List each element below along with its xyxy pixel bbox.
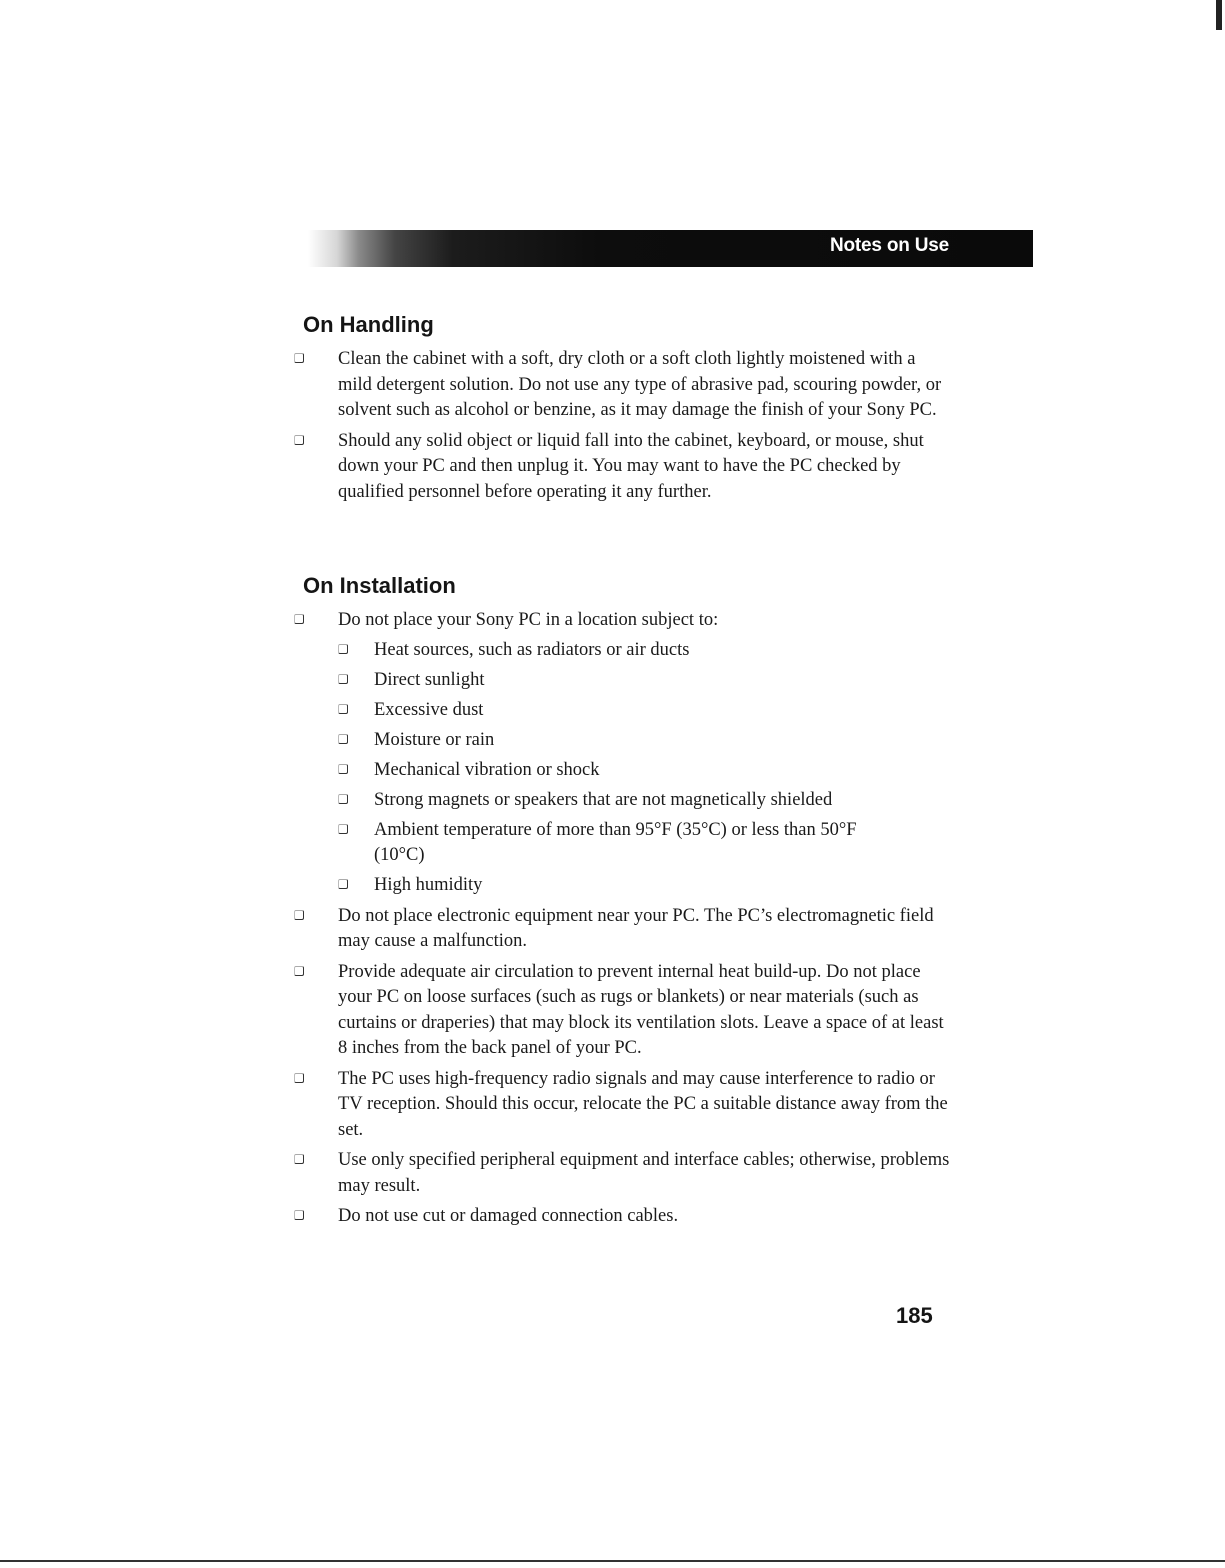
page-bottom-rule bbox=[0, 1560, 1225, 1562]
checkbox-bullet-icon bbox=[338, 644, 348, 654]
location-conditions-list bbox=[338, 638, 954, 899]
checkbox-bullet-icon bbox=[294, 1073, 304, 1083]
list-item: Clean the cabinet with a soft, dry cloth or a soft cloth lightly moistened with a mild detergent solution. Do not use any type of abrasive pad, scouring powder, or solvent such as alcohol or benzine, as it may damage the finish of your Sony PC. bbox=[294, 347, 954, 424]
sub-list-item: High humidity bbox=[338, 873, 954, 899]
checkbox-bullet-icon bbox=[294, 966, 304, 976]
checkbox-bullet-icon bbox=[294, 910, 304, 920]
sub-list-item: Strong magnets or speakers that are not magnetically shielded bbox=[338, 788, 954, 814]
list-item: Do not use cut or damaged connection cables. bbox=[294, 1204, 954, 1230]
checkbox-bullet-icon bbox=[338, 674, 348, 684]
checkbox-bullet-icon bbox=[294, 1210, 304, 1220]
sub-list-item: Mechanical vibration or shock bbox=[338, 758, 954, 784]
list-item: Provide adequate air circulation to prevent internal heat build-up. Do not place your PC on loose surfaces (such as rugs or blankets) or near materials (such as curtains or draperies) that may block its ventilation slots. Leave a space of at least 8 inches from the back panel of your PC. bbox=[294, 960, 954, 1062]
list-item: Should any solid object or liquid fall into the cabinet, keyboard, or mouse, shut down your PC and then unplug it. You may want to have the PC checked by qualified personnel before operating it any further. bbox=[294, 429, 954, 506]
sub-list-item: Direct sunlight bbox=[338, 668, 954, 694]
installation-list bbox=[294, 608, 954, 1235]
checkbox-bullet-icon bbox=[338, 879, 348, 889]
checkbox-bullet-icon bbox=[338, 794, 348, 804]
handling-list bbox=[294, 347, 954, 510]
checkbox-bullet-icon bbox=[338, 824, 348, 834]
list-item: The PC uses high-frequency radio signals and may cause interference to radio or TV reception. Should this occur, relocate the PC a suitable distance away from the set. bbox=[294, 1067, 954, 1144]
checkbox-bullet-icon bbox=[338, 764, 348, 774]
checkbox-bullet-icon bbox=[294, 1154, 304, 1164]
checkbox-bullet-icon bbox=[338, 704, 348, 714]
chapter-title: Notes on Use bbox=[829, 235, 949, 256]
list-item: Do not place your Sony PC in a location subject to: Heat sources, such as radiators or air ducts Direct sunlight Excessive dust Moisture or rain Mechanical vibration or shock Strong magnets or speakers that are not magnetically shielded Ambient temperature of more than 95°F (35°C) or less than 50°F (10°C) High humidity bbox=[294, 608, 954, 899]
list-item: Do not place electronic equipment near your PC. The PC’s electromagnetic field may cause a malfunction. bbox=[294, 904, 954, 955]
checkbox-bullet-icon bbox=[294, 353, 304, 363]
sub-list-item: Excessive dust bbox=[338, 698, 954, 724]
list-item: Use only specified peripheral equipment and interface cables; otherwise, problems may result. bbox=[294, 1148, 954, 1199]
section-heading-installation: On Installation bbox=[303, 573, 456, 598]
page-edge-mark bbox=[1216, 0, 1222, 30]
section-heading-handling: On Handling bbox=[303, 312, 434, 337]
page-number: 185 bbox=[896, 1303, 933, 1328]
chapter-header-band bbox=[308, 230, 1033, 267]
checkbox-bullet-icon bbox=[294, 614, 304, 624]
sub-list-item: Ambient temperature of more than 95°F (35°C) or less than 50°F (10°C) bbox=[338, 818, 874, 869]
sub-list-item: Moisture or rain bbox=[338, 728, 954, 754]
sub-list-item: Heat sources, such as radiators or air ducts bbox=[338, 638, 954, 664]
checkbox-bullet-icon bbox=[294, 435, 304, 445]
checkbox-bullet-icon bbox=[338, 734, 348, 744]
